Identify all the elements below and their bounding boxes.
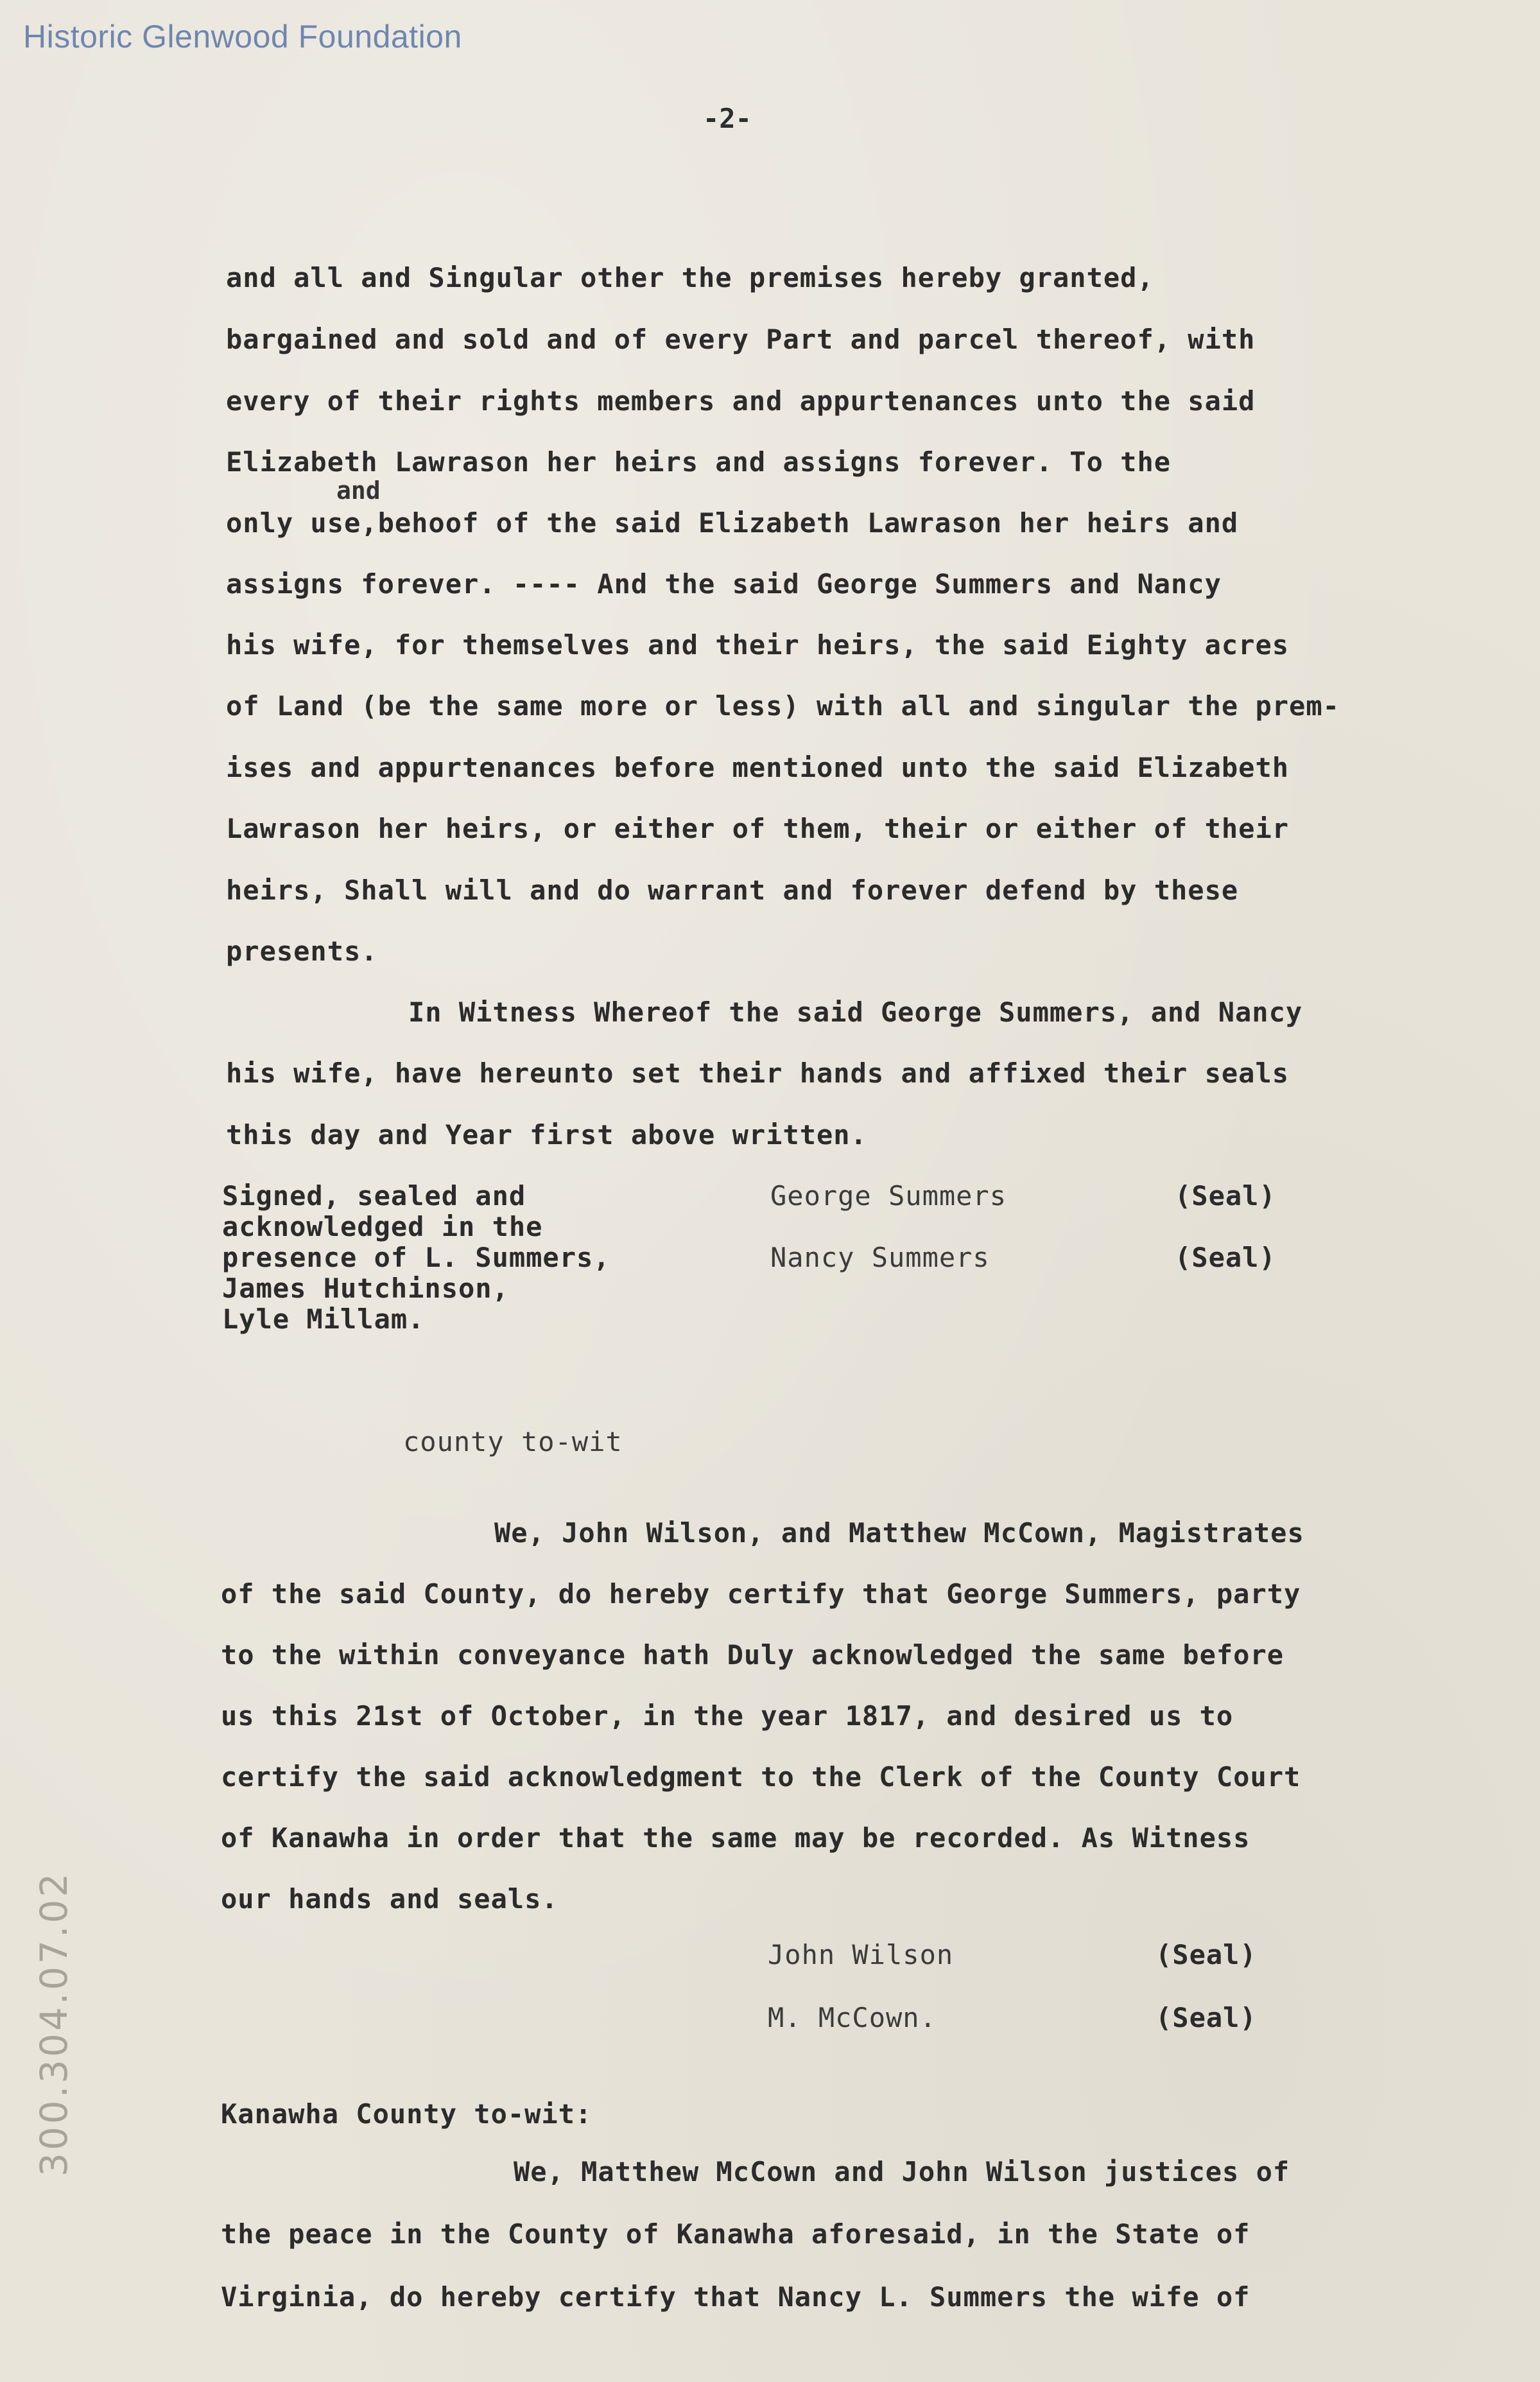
body-line: In Witness Whereof the said George Summers, and Nancy — [408, 996, 1303, 1028]
body-line: every of their rights members and appurtenances unto the said — [226, 385, 1256, 417]
witness-line: presence of L. Summers, — [222, 1242, 610, 1273]
cert-line: to the within conveyance hath Duly acknowledged the same before — [221, 1639, 1285, 1671]
body-line: of Land (be the same more or less) with all and singular the prem- — [226, 690, 1340, 722]
witness-line: acknowledged in the — [222, 1211, 543, 1242]
accession-number: 300.304.07.02 — [32, 1870, 76, 2177]
body-line: his wife, for themselves and their heirs, the said Eighty acres — [226, 629, 1290, 661]
cert-line: us this 21st of October, in the year 1817, and desired us to — [221, 1700, 1234, 1732]
seal-label: (Seal) — [1155, 2002, 1257, 2033]
signer-name: George Summers — [770, 1180, 1007, 1212]
seal-label: (Seal) — [1175, 1180, 1276, 1212]
body-line: heirs, Shall will and do warrant and forever defend by these — [226, 874, 1239, 906]
body-line: and all and Singular other the premises hereby granted, — [226, 262, 1154, 293]
body-line: presents. — [226, 935, 378, 967]
body-line: his wife, have hereunto set their hands and affixed their seals — [226, 1057, 1290, 1089]
cert-line: We, John Wilson, and Matthew McCown, Magistrates — [494, 1517, 1304, 1549]
county-heading: county to-wit — [403, 1426, 623, 1457]
cert-line: our hands and seals. — [221, 1883, 558, 1915]
witness-line: Lyle Millam. — [222, 1303, 425, 1335]
body-line: only use,behoof of the said Elizabeth Lawrason her heirs and — [226, 507, 1239, 539]
body-line: ises and appurtenances before mentioned unto the said Elizabeth — [226, 752, 1290, 783]
body-line: assigns forever. ---- And the said George Summers and Nancy — [226, 568, 1222, 600]
cert-line: of the said County, do hereby certify that George Summers, party — [221, 1578, 1301, 1610]
magistrate-name: M. McCown. — [768, 2002, 937, 2033]
body-line: Elizabeth Lawrason her heirs and assigns forever. To the — [226, 446, 1172, 478]
interlinear-insertion: and — [336, 476, 381, 505]
cert-line: certify the said acknowledgment to the Clerk of the County Court — [221, 1761, 1301, 1793]
seal-label: (Seal) — [1175, 1242, 1276, 1273]
county-heading: Kanawha County to-wit: — [221, 2098, 593, 2130]
cert-line: We, Matthew McCown and John Wilson justices of — [514, 2156, 1290, 2187]
cert-line: the peace in the County of Kanawha aforesaid, in the State of — [221, 2218, 1250, 2250]
body-line: bargained and sold and of every Part and parcel thereof, with — [226, 324, 1256, 355]
body-line: this day and Year first above written. — [226, 1119, 867, 1151]
foundation-watermark: Historic Glenwood Foundation — [23, 19, 462, 55]
body-line: Lawrason her heirs, or either of them, their or either of their — [226, 813, 1290, 844]
magistrate-name: John Wilson — [768, 1939, 954, 1970]
witness-line: James Hutchinson, — [222, 1273, 509, 1304]
witness-line: Signed, sealed and — [222, 1180, 526, 1212]
cert-line: of Kanawha in order that the same may be recorded. As Witness — [221, 1822, 1250, 1854]
signer-name: Nancy Summers — [770, 1242, 990, 1273]
seal-label: (Seal) — [1155, 1939, 1257, 1970]
cert-line: Virginia, do hereby certify that Nancy L. Summers the wife of — [221, 2281, 1250, 2313]
page-number: -2- — [703, 103, 752, 134]
